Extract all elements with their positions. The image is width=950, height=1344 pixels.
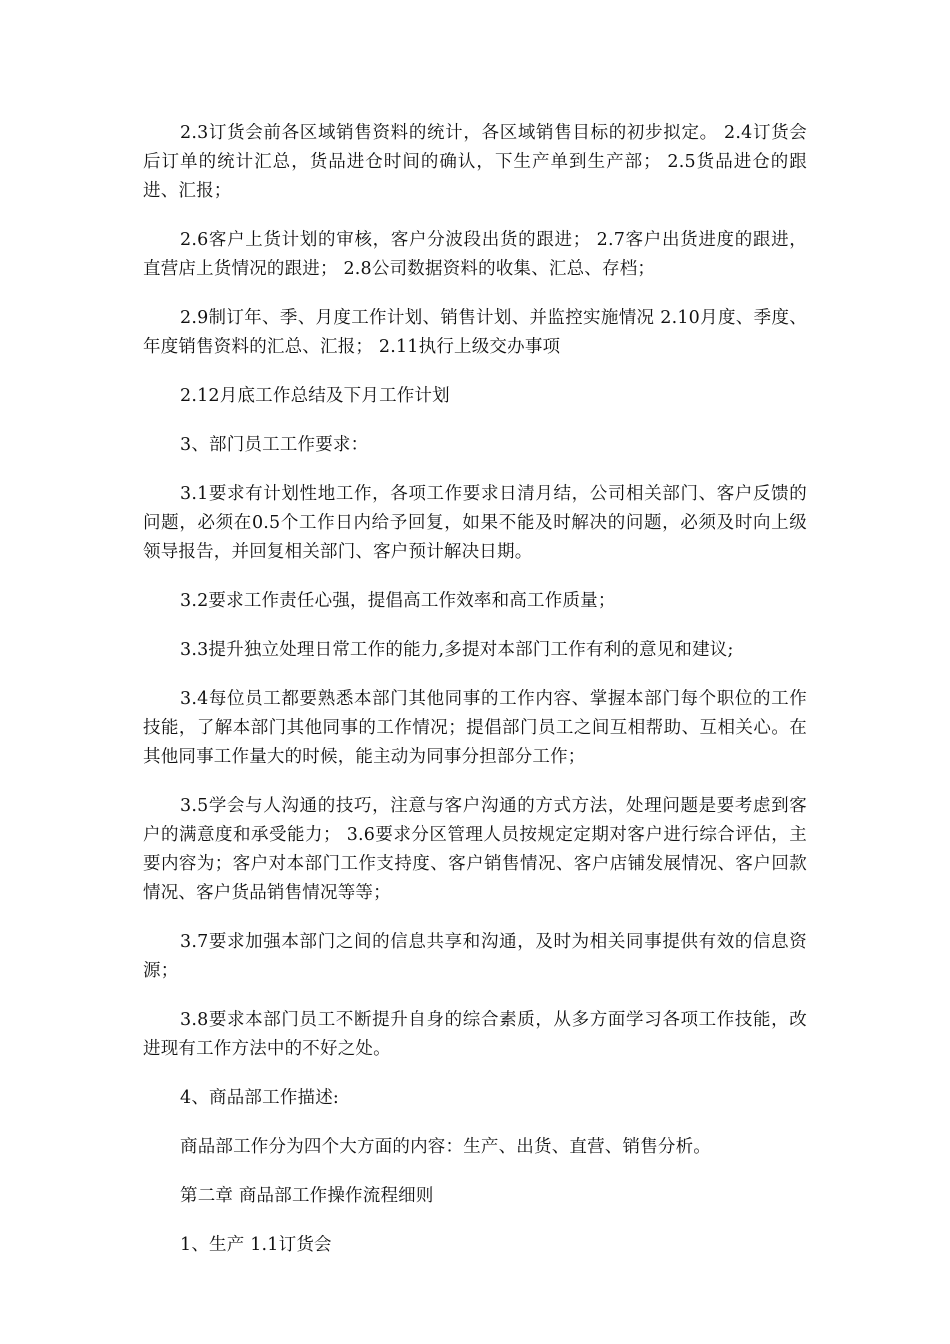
paragraph: 3.5学会与人沟通的技巧，注意与客户沟通的方式方法，处理问题是要考虑到客户的满意度和承受能力； 3.6要求分区管理人员按规定定期对客户进行综合评估，主要内容为；客户对本部门工作支持度、客户销售情况、客户店铺发展情况、客户回款情况、客户货品销售情况等等； <box>143 796 807 903</box>
paragraph: 2.12月底工作总结及下月工作计划 <box>180 386 450 406</box>
document-body <box>143 119 807 1280</box>
paragraph: 2.3订货会前各区域销售资料的统计，各区域销售目标的初步拟定。 2.4订货会后订单的统计汇总，货品进仓时间的确认，下生产单到生产部； 2.5货品进仓的跟进、汇报； <box>143 123 807 201</box>
paragraph: 商品部工作分为四个大方面的内容：生产、出货、直营、销售分析。 <box>180 1137 711 1157</box>
paragraph: 3.4每位员工都要熟悉本部门其他同事的工作内容、掌握本部门每个职位的工作技能，了解本部门其他同事的工作情况；提倡部门员工之间互相帮助、互相关心。在其他同事工作量大的时候，能主动为同事分担部分工作； <box>143 689 807 767</box>
paragraph: 3.1要求有计划性地工作，各项工作要求日清月结，公司相关部门、客户反馈的问题，必须在0.5个工作日内给予回复，如果不能及时解决的问题，必须及时向上级领导报告，并回复相关部门、客户预计解决日期。 <box>143 484 807 562</box>
section-heading: 4、商品部工作描述: <box>180 1088 340 1108</box>
paragraph: 2.6客户上货计划的审核，客户分波段出货的跟进； 2.7客户出货进度的跟进，直营店上货情况的跟进； 2.8公司数据资料的收集、汇总、存档； <box>143 230 807 279</box>
paragraph: 3.7要求加强本部门之间的信息共享和沟通，及时为相关同事提供有效的信息资源； <box>143 932 807 981</box>
paragraph: 3.8要求本部门员工不断提升自身的综合素质，从多方面学习各项工作技能，改进现有工作方法中的不好之处。 <box>143 1010 807 1059</box>
section-heading: 3、部门员工工作要求： <box>180 435 369 455</box>
paragraph: 2.9制订年、季、月度工作计划、销售计划、并监控实施情况 2.10月度、季度、年度销售资料的汇总、汇报； 2.11执行上级交办事项 <box>143 308 807 357</box>
section-heading: 1、生产 1.1订货会 <box>180 1235 332 1255</box>
paragraph: 3.3提升独立处理日常工作的能力,多提对本部门工作有利的意见和建议; <box>180 640 734 660</box>
chapter-heading: 第二章 商品部工作操作流程细则 <box>180 1186 434 1206</box>
paragraph: 3.2要求工作责任心强，提倡高工作效率和高工作质量； <box>180 591 616 611</box>
